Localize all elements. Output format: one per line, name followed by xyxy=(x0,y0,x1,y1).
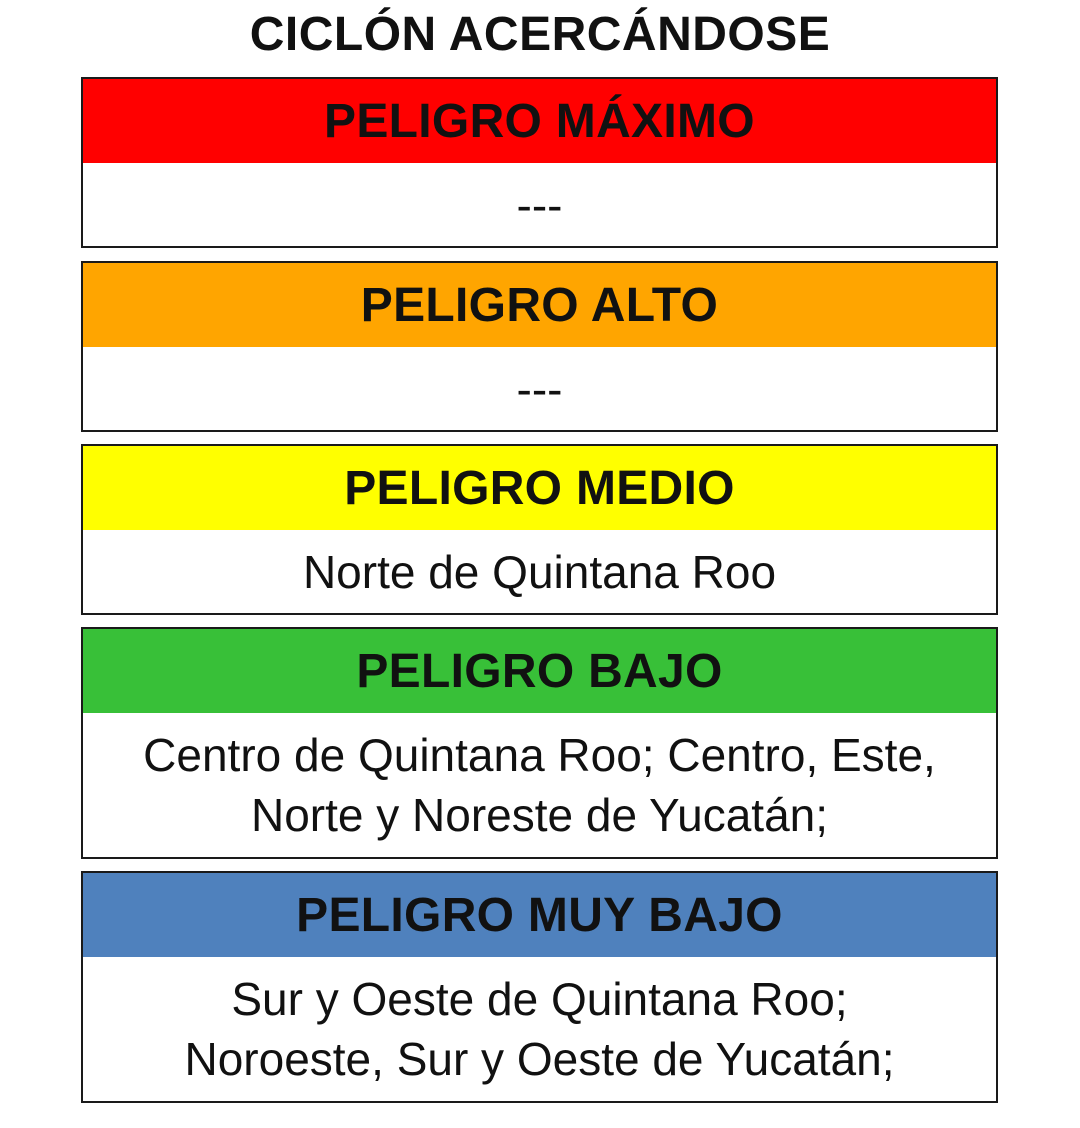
danger-level-areas xyxy=(83,713,996,857)
danger-level-areas xyxy=(83,957,996,1101)
area-line: --- xyxy=(516,178,563,231)
page-title: CICLÓN ACERCÁNDOSE xyxy=(249,8,831,61)
danger-level-header: PELIGRO ALTO xyxy=(83,263,996,347)
danger-level-areas xyxy=(83,163,996,246)
area-line: --- xyxy=(516,362,563,415)
danger-level-areas xyxy=(83,530,996,613)
danger-level-header: PELIGRO MEDIO xyxy=(83,446,996,530)
danger-level-header: PELIGRO BAJO xyxy=(83,629,996,713)
area-line: Noroeste, Sur y Oeste de Yucatán; xyxy=(184,1033,895,1085)
danger-level-maximum xyxy=(81,77,998,248)
area-line: Centro de Quintana Roo; Centro, Este, xyxy=(143,729,936,781)
danger-level-header: PELIGRO MUY BAJO xyxy=(83,873,996,957)
danger-level-low xyxy=(81,627,998,859)
danger-level-very-low xyxy=(81,871,998,1103)
area-line: Norte de Quintana Roo xyxy=(302,545,777,598)
danger-level-medium xyxy=(81,444,998,615)
area-line: Sur y Oeste de Quintana Roo; xyxy=(231,973,848,1025)
danger-level-high xyxy=(81,261,998,432)
area-line: Norte y Noreste de Yucatán; xyxy=(250,789,829,841)
danger-level-areas xyxy=(83,347,996,430)
danger-level-header: PELIGRO MÁXIMO xyxy=(83,79,996,163)
